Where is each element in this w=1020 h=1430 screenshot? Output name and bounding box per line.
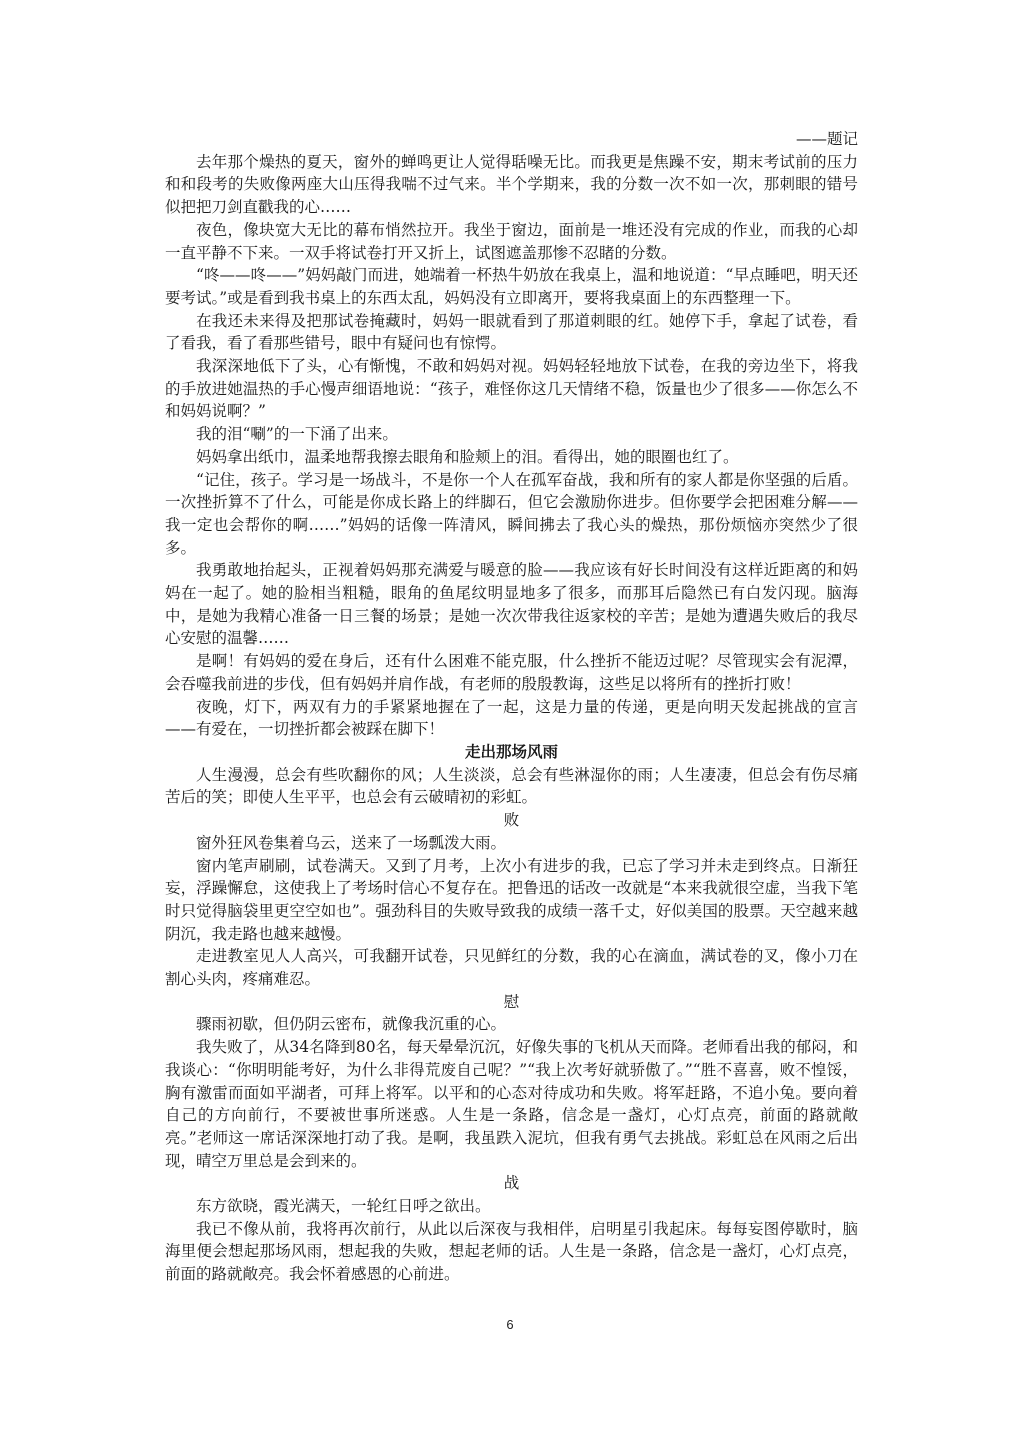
- paragraph: 我的泪“唰”的一下涌了出来。: [196, 425, 398, 444]
- paragraph: 东方欲晓，霞光满天，一轮红日呼之欲出。: [196, 1197, 491, 1216]
- paragraph: 走进教室见人人高兴，可我翻开试卷，只见鲜红的分数，我的心在滴血，满试卷的叉，像小刀在割心头肉，疼痛难忍。: [165, 947, 858, 989]
- section-heading: 慰: [503, 992, 520, 1011]
- paragraph: 窗内笔声刷刷，试卷满天。又到了月考，上次小有进步的我，已忘了学习并未走到终点。日渐狂妄，浮躁懈怠，这使我上了考场时信心不复存在。把鲁迅的话改一改就是“本来我就很空虚，当我下笔时只觉得脑袋里更空空如也”。强劲科目的失败导致我的成绩一落千丈，好似美国的股票。天空越来越阴沉，我走路也越来越慢。: [165, 856, 858, 943]
- paragraph: “记住，孩子。学习是一场战斗，不是你一个人在孤军奋战，我和所有的家人都是你坚强的后盾。一次挫折算不了什么，可能是你成长路上的绊脚石，但它会激励你进步。但你要学会把困难分解——我一定也会帮你的啊……”妈妈的话像一阵清风，瞬间拂去了我心头的燥热，那份烦恼亦突然少了很多。: [165, 470, 858, 557]
- paragraph: 在我还未来得及把那试卷掩藏时，妈妈一眼就看到了那道刺眼的红。她停下手，拿起了试卷，看了看我，看了看那些错号，眼中有疑问也有惊愕。: [165, 311, 858, 353]
- paragraph: 夜晚，灯下，两双有力的手紧紧地握在了一起，这是力量的传递，更是向明天发起挑战的宣言——有爱在，一切挫折都会被踩在脚下！: [165, 697, 858, 739]
- paragraph: 我失败了，从34名降到80名，每天晕晕沉沉，好像失事的飞机从天而降。老师看出我的郁闷，和我谈心：“你明明能考好，为什么非得荒废自己呢？”“我上次考好就骄傲了。”“胜不喜喜，败不惶馁，胸有激雷而面如平湖者，可拜上将军。以平和的心态对待成功和失败。将军赶路，不追小兔。要向着自己的方向前行，不要被世事所迷惑。人生是一条路，信念是一盏灯，心灯点亮，前面的路就敞亮。”老师这一席话深深地打动了我。是啊，我虽跌入泥坑，但我有勇气去挑战。彩虹总在风雨之后出现，晴空万里总是会到来的。: [165, 1038, 858, 1170]
- story1: [165, 151, 858, 741]
- section-heading: 战: [503, 1174, 520, 1193]
- paragraph: 我勇敢地抬起头，正视着妈妈那充满爱与暖意的脸——我应该有好长时间没有这样近距离的和妈妈在一起了。她的脸相当粗糙，眼角的鱼尾纹明显地多了很多，而那耳后隐然已有白发闪现。脑海中，是她为我精心准备一日三餐的场景；是她一次次带我往返家校的辛苦；是她为遭遇失败后的我尽心安慰的温馨……: [165, 561, 858, 648]
- paragraph: 去年那个燥热的夏天，窗外的蝉鸣更让人觉得聒噪无比。而我更是焦躁不安，期末考试前的压力和和段考的失败像两座大山压得我喘不过气来。半个学期来，我的分数一次不如一次，那刺眼的错号似把把刀剑直戳我的心……: [165, 152, 858, 217]
- paragraph: 我深深地低下了头，心有惭愧，不敢和妈妈对视。妈妈轻轻地放下试卷，在我的旁边坐下，将我的手放进她温热的手心慢声细语地说：“孩子，难怪你这几天情绪不稳，饭量也少了很多——你怎么不和妈妈说啊？”: [165, 357, 858, 421]
- paragraph: 妈妈拿出纸巾，温柔地帮我擦去眼角和脸颊上的泪。看得出，她的眼圈也红了。: [196, 447, 739, 466]
- paragraph: 窗外狂风卷集着乌云，送来了一场瓢泼大雨。: [196, 833, 507, 852]
- essay-title: 走出那场风雨: [464, 742, 558, 761]
- paragraph: “咚——咚——”妈妈敲门而进，她端着一杯热牛奶放在我桌上，温和地说道：“早点睡吧，明天还要考试。”或是看到我书桌上的东西太乱，妈妈没有立即离开，要将我桌面上的东西整理一下。: [165, 266, 858, 307]
- epigraph: ——题记: [795, 130, 858, 148]
- story2: [165, 741, 858, 1286]
- section-heading: 败: [503, 811, 520, 830]
- paragraph: 我已不像从前，我将再次前行，从此以后深夜与我相伴，启明星引我起床。每每妄图停歇时，脑海里便会想起那场风雨，想起我的失败，想起老师的话。人生是一条路，信念是一盏灯，心灯点亮，前面的路就敞亮。我会怀着感恩的心前进。: [165, 1219, 858, 1284]
- paragraph: 夜色，像块宽大无比的幕布悄然拉开。我坐于窗边，面前是一堆还没有完成的作业，而我的心却一直平静不下来。一双手将试卷打开又折上，试图遮盖那惨不忍睹的分数。: [165, 220, 858, 262]
- page-number: 6: [506, 1317, 514, 1332]
- paragraph: 是啊！有妈妈的爱在身后，还有什么困难不能克服，什么挫折不能迈过呢？尽管现实会有泥潭，会吞噬我前进的步伐，但有妈妈并肩作战，有老师的殷殷教诲，这些足以将所有的挫折打败！: [165, 652, 858, 693]
- document-body: [165, 128, 858, 1286]
- intro-paragraph: 人生漫漫，总会有些吹翻你的风；人生淡淡，总会有些淋湿你的雨；人生凄凄，但总会有伤尽痛苦后的笑；即使人生平平，也总会有云破晴初的彩虹。: [165, 765, 858, 807]
- paragraph: 骤雨初歇，但仍阴云密布，就像我沉重的心。: [196, 1015, 507, 1034]
